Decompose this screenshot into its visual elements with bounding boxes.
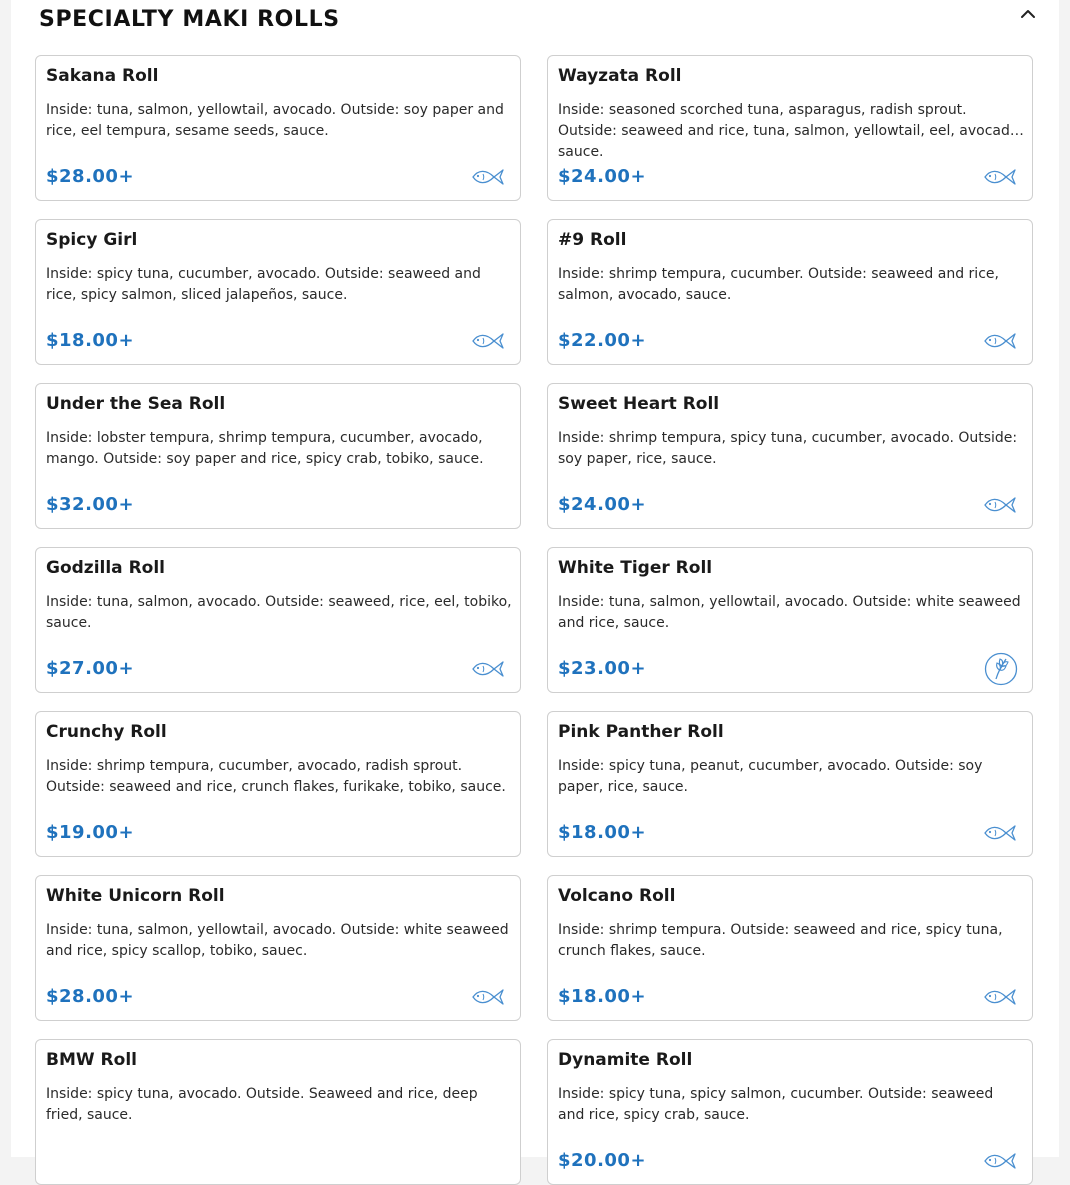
menu-item-card[interactable] bbox=[547, 875, 1033, 1021]
menu-item-price: $24.00+ bbox=[558, 166, 647, 187]
menu-item-card[interactable] bbox=[35, 383, 521, 529]
section-header bbox=[39, 6, 1039, 38]
chevron-up-icon[interactable] bbox=[1017, 6, 1039, 22]
wheat-icon bbox=[984, 652, 1018, 686]
menu-item-card[interactable] bbox=[547, 547, 1033, 693]
menu-item-card[interactable] bbox=[547, 55, 1033, 201]
fish-icon bbox=[471, 985, 505, 1009]
menu-item-description: Inside: tuna, salmon, yellowtail, avocado. Outside: white seaweed and rice, spicy scallop, tobiko, sauec. bbox=[46, 922, 509, 959]
menu-section-panel bbox=[11, 0, 1059, 1171]
menu-item-card[interactable] bbox=[547, 383, 1033, 529]
menu-item-description: Inside: shrimp tempura, cucumber, avocado, radish sprout. Outside: seaweed and rice, crunch flakes, furikake, tobiko, sauce. bbox=[46, 758, 506, 795]
menu-item-description: Inside: tuna, salmon, avocado. Outside: seaweed, rice, eel, tobiko, sauce. bbox=[46, 594, 512, 631]
menu-item-price: $23.00+ bbox=[558, 658, 647, 679]
menu-item-description: Inside: lobster tempura, shrimp tempura, cucumber, avocado, mango. Outside: soy paper and rice, spicy crab, tobiko, sauce. bbox=[46, 430, 484, 467]
section-title: SPECIALTY MAKI ROLLS bbox=[39, 7, 340, 32]
menu-item-card[interactable] bbox=[35, 55, 521, 201]
menu-item-name: Sakana Roll bbox=[46, 66, 159, 86]
fish-icon bbox=[983, 493, 1017, 517]
menu-item-name: #9 Roll bbox=[558, 230, 627, 250]
menu-item-description: Inside: shrimp tempura, spicy tuna, cucumber, avocado. Outside: soy paper, rice, sauce. bbox=[558, 430, 1018, 467]
menu-item-description: Inside: tuna, salmon, yellowtail, avocado. Outside: soy paper and rice, eel tempura, sesame seeds, sauce. bbox=[46, 102, 504, 139]
menu-item-card[interactable] bbox=[547, 1039, 1033, 1185]
menu-item-price: $20.00+ bbox=[558, 1150, 647, 1171]
fish-icon bbox=[983, 165, 1017, 189]
menu-item-card[interactable] bbox=[35, 547, 521, 693]
menu-item-price: $24.00+ bbox=[558, 494, 647, 515]
menu-item-description: Inside: seasoned scorched tuna, asparagus, radish sprout. Outside: seaweed and rice, tuna, salmon, yellowtail, eel, avocado, sauce. bbox=[558, 102, 1023, 160]
menu-item-price: $18.00+ bbox=[558, 822, 647, 843]
menu-item-card[interactable] bbox=[35, 875, 521, 1021]
menu-item-description: Inside: tuna, salmon, yellowtail, avocado. Outside: white seaweed and rice, sauce. bbox=[558, 594, 1021, 631]
fish-icon bbox=[471, 657, 505, 681]
menu-item-price: $18.00+ bbox=[558, 986, 647, 1007]
menu-item-name: Crunchy Roll bbox=[46, 722, 167, 742]
menu-item-card[interactable] bbox=[547, 219, 1033, 365]
menu-item-price: $19.00+ bbox=[46, 822, 135, 843]
fish-icon bbox=[471, 165, 505, 189]
fish-icon bbox=[983, 329, 1017, 353]
menu-item-description: Inside: shrimp tempura. Outside: seaweed and rice, spicy tuna, crunch flakes, sauce. bbox=[558, 922, 1003, 959]
menu-item-name: Dynamite Roll bbox=[558, 1050, 693, 1070]
menu-item-card[interactable] bbox=[35, 711, 521, 857]
fish-icon bbox=[471, 329, 505, 353]
menu-item-price: $18.00+ bbox=[46, 330, 135, 351]
menu-item-name: Sweet Heart Roll bbox=[558, 394, 720, 414]
menu-item-card[interactable] bbox=[35, 219, 521, 365]
menu-item-card[interactable] bbox=[547, 711, 1033, 857]
menu-item-name: BMW Roll bbox=[46, 1050, 137, 1070]
menu-item-price: $28.00+ bbox=[46, 986, 135, 1007]
menu-item-name: Under the Sea Roll bbox=[46, 394, 226, 414]
menu-item-price: $22.00+ bbox=[558, 330, 647, 351]
menu-item-name: White Unicorn Roll bbox=[46, 886, 225, 906]
menu-item-description: Inside: spicy tuna, peanut, cucumber, avocado. Outside: soy paper, rice, sauce. bbox=[558, 758, 983, 795]
menu-item-name: Volcano Roll bbox=[558, 886, 676, 906]
menu-item-price: $28.00+ bbox=[46, 166, 135, 187]
menu-item-description: Inside: spicy tuna, spicy salmon, cucumber. Outside: seaweed and rice, spicy crab, sauce. bbox=[558, 1086, 994, 1123]
menu-item-name: Wayzata Roll bbox=[558, 66, 682, 86]
menu-item-name: Godzilla Roll bbox=[46, 558, 165, 578]
fish-icon bbox=[983, 821, 1017, 845]
menu-item-description: Inside: spicy tuna, avocado. Outside. Seaweed and rice, deep fried, sauce. bbox=[46, 1086, 478, 1123]
menu-item-name: Pink Panther Roll bbox=[558, 722, 724, 742]
menu-item-name: White Tiger Roll bbox=[558, 558, 713, 578]
menu-item-name: Spicy Girl bbox=[46, 230, 138, 250]
fish-icon bbox=[983, 1149, 1017, 1173]
menu-item-description: Inside: spicy tuna, cucumber, avocado. Outside: seaweed and rice, spicy salmon, sliced jalapeños, sauce. bbox=[46, 266, 481, 303]
menu-item-card[interactable] bbox=[35, 1039, 521, 1185]
menu-item-description: Inside: shrimp tempura, cucumber. Outside: seaweed and rice, salmon, avocado, sauce. bbox=[558, 266, 999, 303]
fish-icon bbox=[983, 985, 1017, 1009]
menu-item-price: $32.00+ bbox=[46, 494, 135, 515]
menu-item-price: $27.00+ bbox=[46, 658, 135, 679]
